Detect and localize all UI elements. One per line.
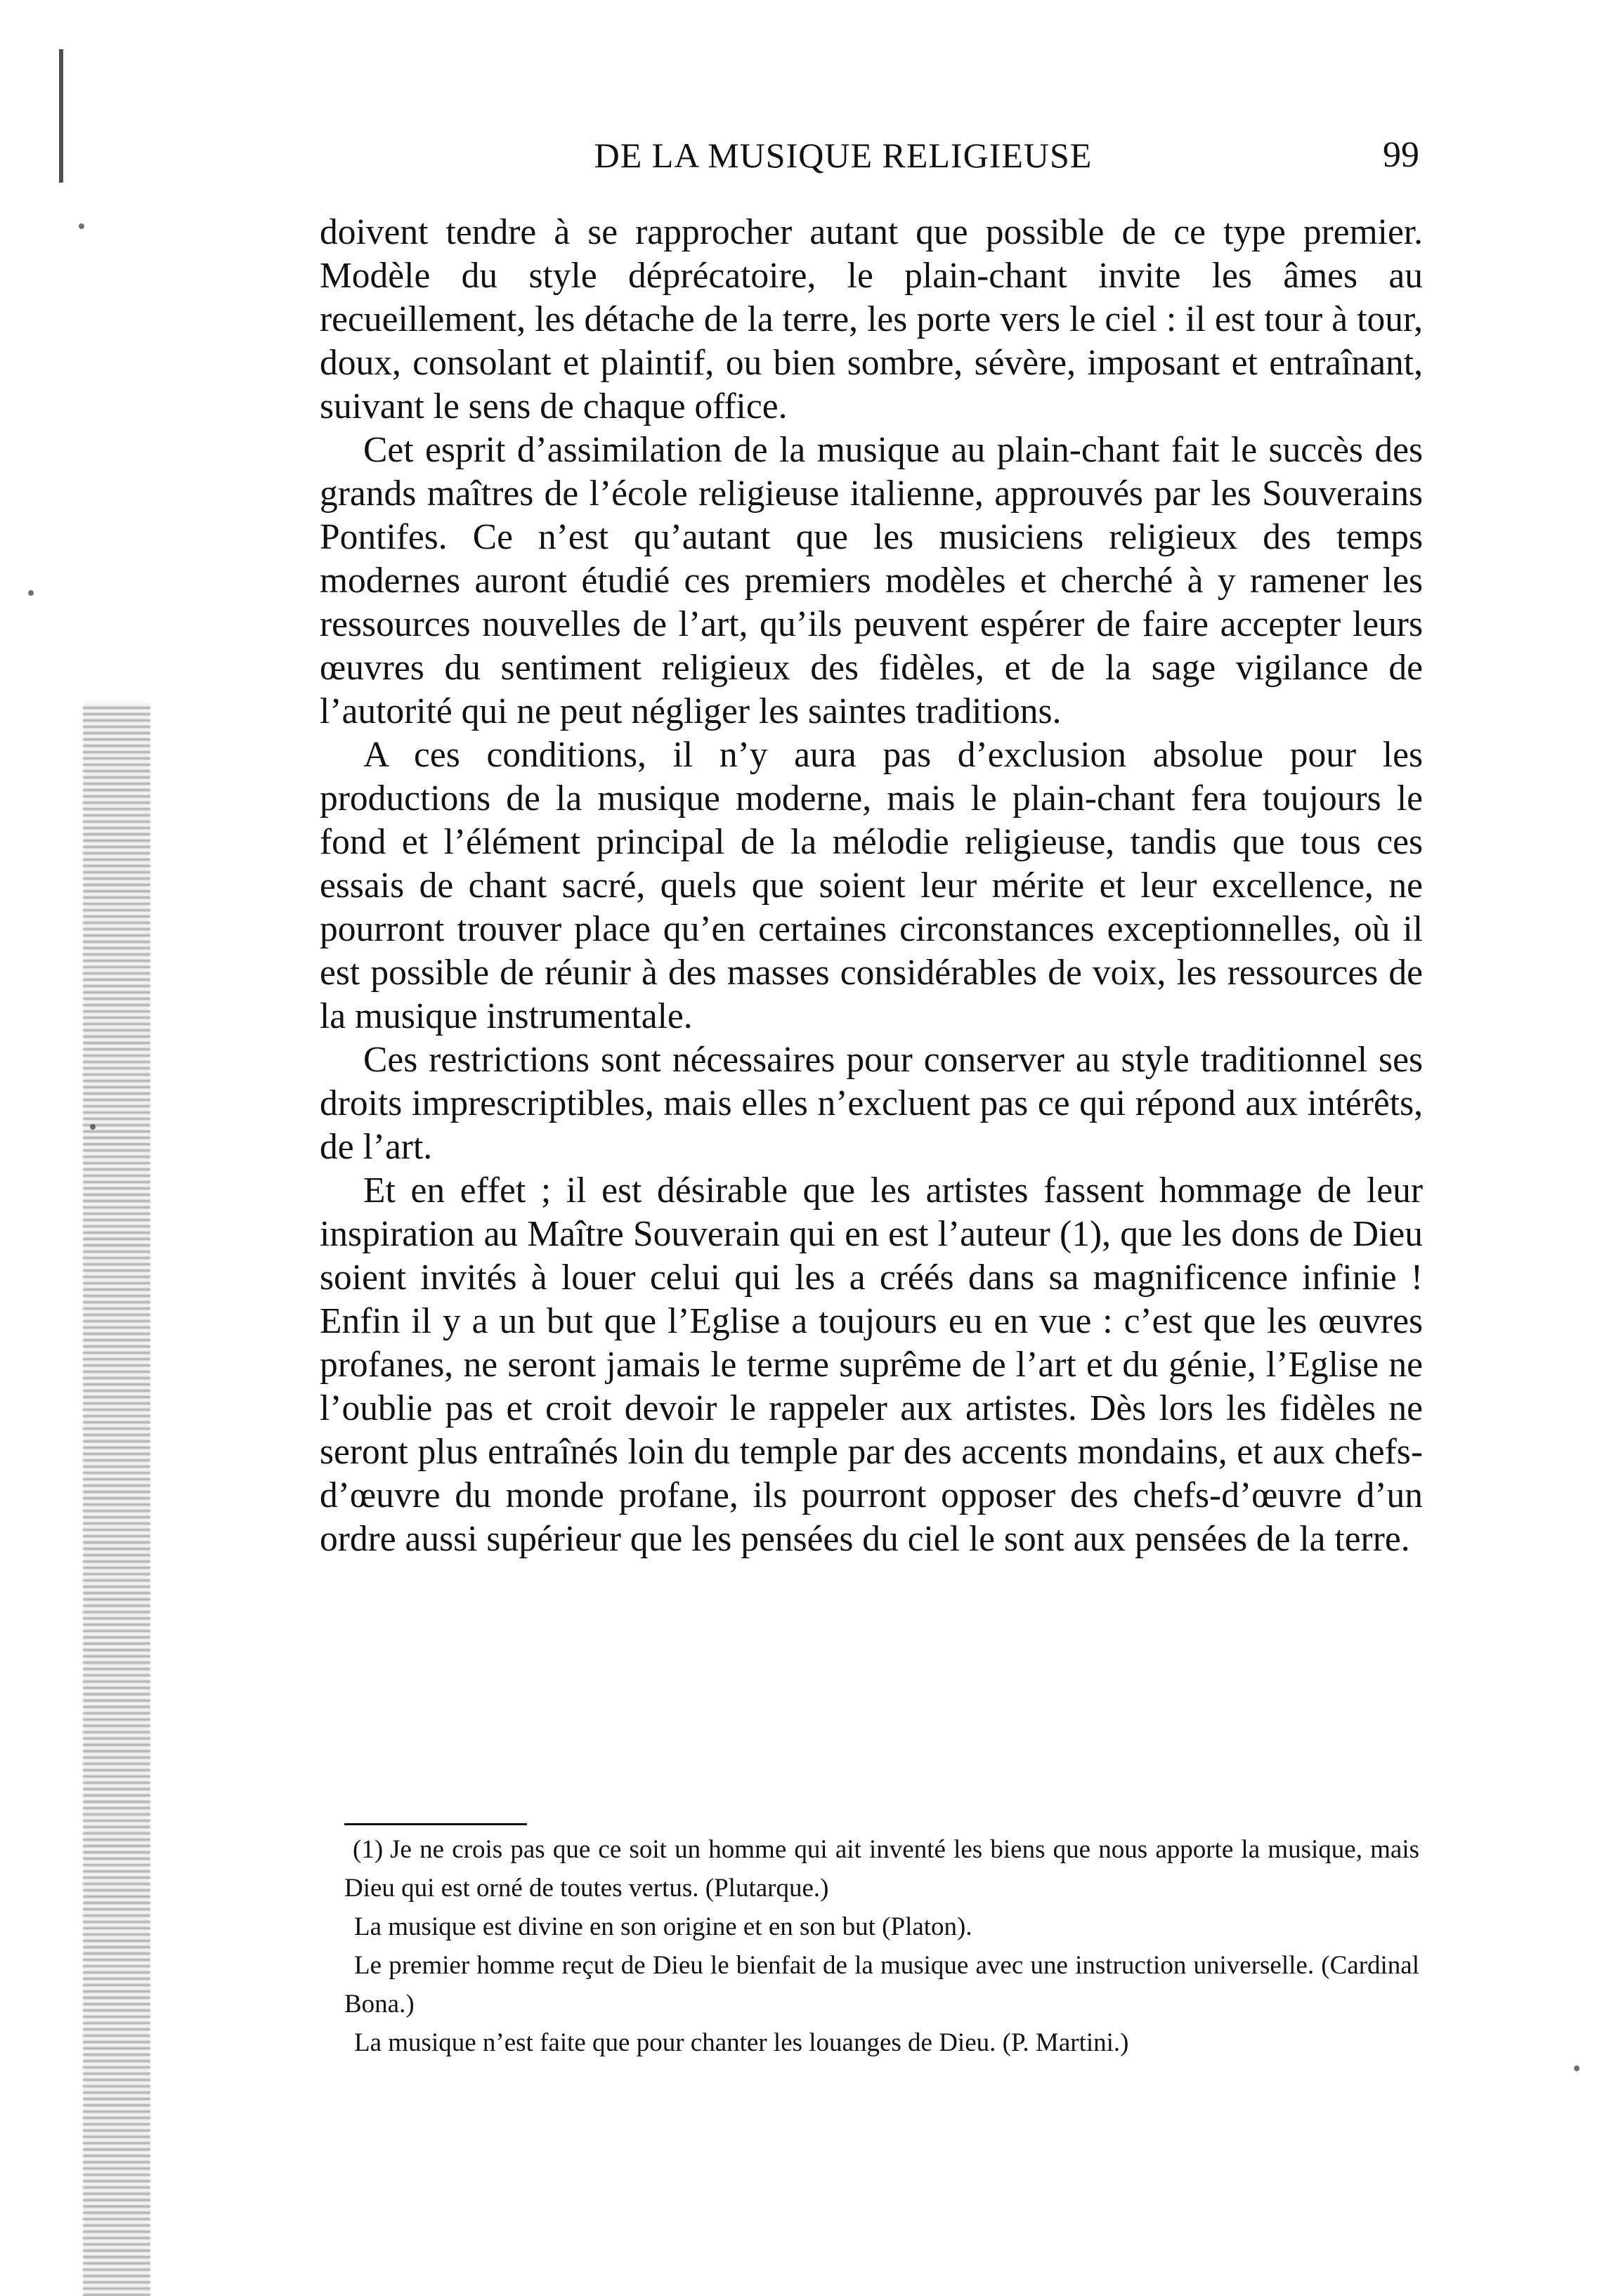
- paragraph: Cet esprit d’assimilation de la musique au plain-chant fait le succès des grands maîtres de l’école religieuse italienne, approuvés par les Souverains Pontifes. Ce n’est qu’autant que les musiciens religieux des temps modernes auront étudié ces premiers modèles et cherché à y ramener les ressources nouvelles de l’art, qu’ils peuvent espérer de faire accepter leurs œuvres du sentiment religieux des fidèles, et de la sage vigilance de l’autorité qui ne peut négliger les saintes traditions.: [320, 430, 1423, 731]
- paragraph: Et en effet ; il est désirable que les artistes fassent hommage de leur inspiration au Maître Souverain qui en est l’auteur (1), que les dons de Dieu soient invités à louer celui qui les a créés dans sa magnificence infinie ! Enfin il y a un but que l’Eglise a toujours eu en vue : c’est que les œuvres profanes, ne seront jamais le terme suprême de l’art et du génie, l’Eglise ne l’oublie pas et croit devoir le rappeler aux artistes. Dès lors les fidèles ne seront plus entraînés loin du temple par des accents mondains, et aux chefs-d’œuvre du monde profane, ils pourront opposer des chefs-d’œuvre d’un ordre aussi supérieur que les pensées du ciel le sont aux pensées de la terre.: [320, 1170, 1423, 1559]
- scan-speck: [79, 223, 84, 229]
- paragraph: A ces conditions, il n’y aura pas d’exclusion absolue pour les productions de la musique moderne, mais le plain-chant fera toujours le fond et l’élément principal de la mélodie religieuse, tandis que tous ces essais de chant sacré, quels que soient leur mérite et leur excellence, ne pourront trouver place qu’en certaines circonstances exceptionnelles, où il est possible de réunir à des masses considérables de voix, les ressources de la musique instrumentale.: [320, 735, 1423, 1036]
- footnote-marker: (1): [353, 1835, 384, 1864]
- footnote-line: [344, 1830, 1419, 1907]
- running-title: DE LA MUSIQUE RELIGIEUSE: [594, 136, 1093, 175]
- body-text: [320, 211, 1423, 1561]
- paragraph: doivent tendre à se rapprocher autant que possible de ce type premier. Modèle du style déprécatoire, le plain-chant invite les âmes au recueillement, les détache de la terre, les porte vers le ciel : il est tour à tour, doux, consolant et plaintif, ou bien sombre, sévère, imposant et entraînant, suivant le sens de chaque office.: [320, 212, 1423, 426]
- page-number: 99: [1383, 135, 1419, 175]
- footnote-line: Le premier homme reçut de Dieu le bienfait de la musique avec une instruction universelle. (Cardinal Bona.): [344, 1951, 1419, 2018]
- scan-speck: [28, 590, 34, 596]
- page-header: [323, 131, 1419, 180]
- binding-gutter: [83, 703, 150, 2296]
- footnote-line: La musique n’est faite que pour chanter les louanges de Dieu. (P. Martini.): [354, 2028, 1129, 2057]
- footnote-line: La musique est divine en son origine et en son but (Platon).: [354, 1912, 972, 1941]
- scan-speck: [1574, 2066, 1580, 2071]
- scan-speck: [90, 1124, 96, 1130]
- footnote-text: Je ne crois pas que ce soit un homme qui ait inventé les biens que nous apporte la musique, mais Dieu qui est orné de toutes vertus. (Plutarque.): [344, 1835, 1419, 1903]
- footnotes: [344, 1830, 1419, 2062]
- binding-edge: [59, 49, 63, 183]
- paragraph: Ces restrictions sont nécessaires pour conserver au style traditionnel ses droits imprescriptibles, mais elles n’excluent pas ce qui répond aux intérêts, de l’art.: [320, 1040, 1423, 1167]
- footnote-rule: [344, 1823, 527, 1825]
